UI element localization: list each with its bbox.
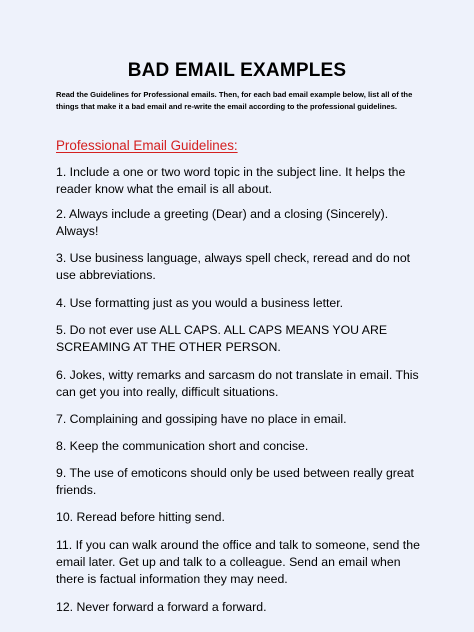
guidelines-heading: Professional Email Guidelines:	[56, 138, 238, 153]
guideline-item: 6. Jokes, witty remarks and sarcasm do not translate in email. This can get you into really, difficult situations.	[56, 367, 419, 399]
guideline-item: 10. Reread before hitting send.	[56, 510, 225, 525]
guidelines-list	[56, 164, 428, 616]
guideline-item: 5. Do not ever use ALL CAPS. ALL CAPS MEANS YOU ARE SCREAMING AT THE OTHER PERSON.	[56, 323, 388, 355]
guideline-item: 7. Complaining and gossiping have no place in email.	[56, 412, 347, 427]
guideline-item: 2. Always include a greeting (Dear) and a closing (Sincerely). Always!	[56, 206, 389, 238]
guideline-item: 11. If you can walk around the office and talk to someone, send the email later. Get up and talk to a colleague. Send an email when there is factual information they may need.	[56, 537, 420, 587]
guideline-item: 1. Include a one or two word topic in the subject line. It helps the reader know what the email is all about.	[56, 165, 406, 197]
guideline-item: 4. Use formatting just as you would a business letter.	[56, 295, 344, 310]
guideline-item: 12. Never forward a forward a forward.	[56, 599, 267, 614]
guideline-item: 8. Keep the communication short and concise.	[56, 438, 309, 453]
instructions-text: Read the Guidelines for Professional emails. Then, for each bad email example below, list all of the things that make it a bad email and re-write the email according to the professional guidelines.	[56, 90, 413, 111]
guideline-item: 3. Use business language, always spell check, reread and do not use abbreviations.	[56, 251, 411, 283]
guideline-item: 9. The use of emoticons should only be used between really great friends.	[56, 465, 414, 498]
document-title: BAD EMAIL EXAMPLES	[127, 60, 347, 81]
